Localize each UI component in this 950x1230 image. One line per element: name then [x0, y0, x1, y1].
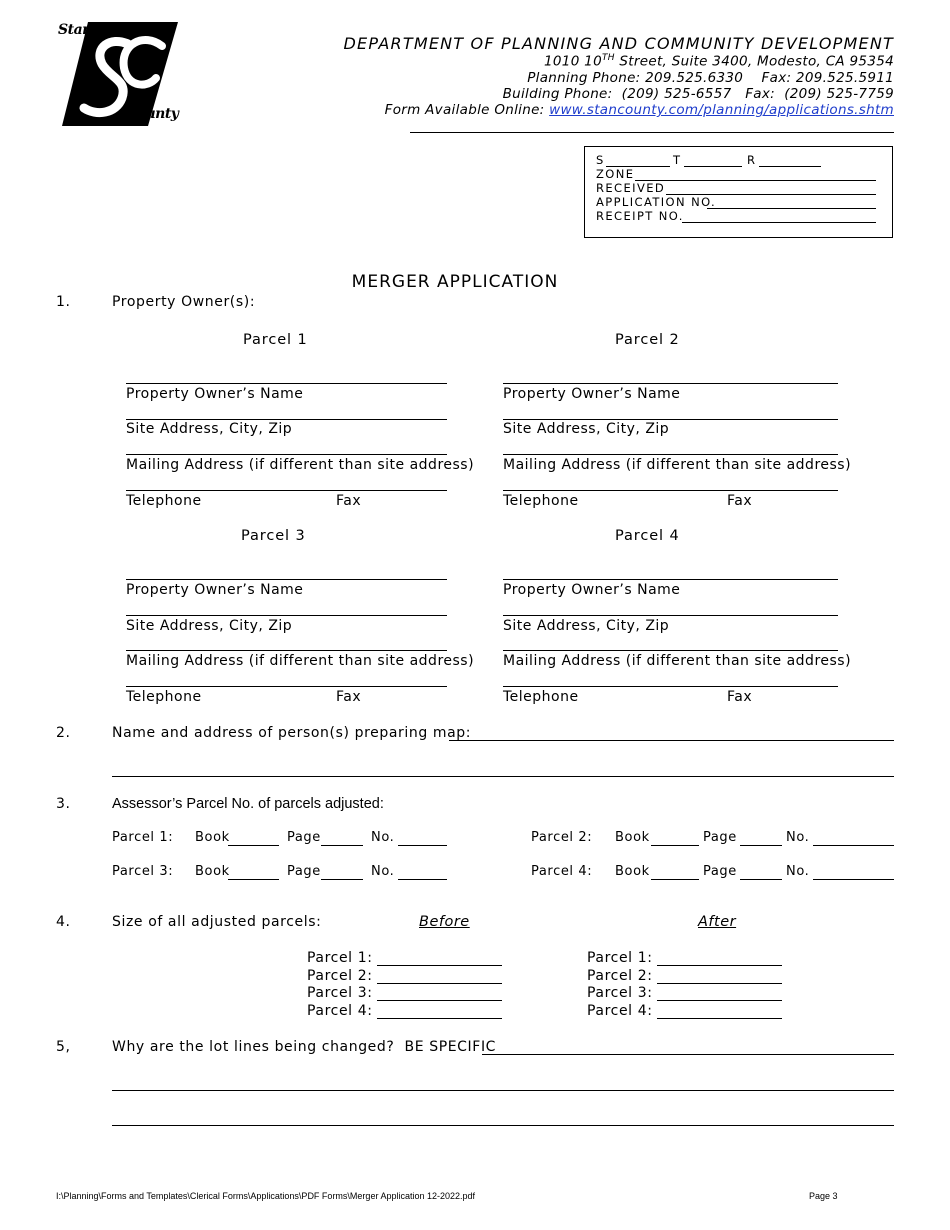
size-after-label: Parcel 4: — [587, 1003, 653, 1019]
apn-book-field[interactable] — [228, 879, 279, 880]
before-heading: Before — [419, 914, 470, 930]
office-received-label: RECEIVED — [596, 181, 666, 195]
section1-number: 1. — [56, 294, 71, 310]
online-link[interactable]: www.stancounty.com/planning/applications.shtm — [549, 102, 894, 118]
size-before-column — [307, 950, 507, 1022]
site-address-label: Site Address, City, Zip — [126, 421, 293, 437]
apn-no-field[interactable] — [398, 845, 447, 846]
size-before-field[interactable] — [377, 965, 502, 966]
fax-label: Fax — [727, 493, 753, 509]
size-after-column — [587, 950, 787, 1022]
size-after-label: Parcel 1: — [587, 950, 653, 966]
mailing-address-field[interactable] — [503, 650, 838, 651]
apn-no-label: No. — [371, 864, 395, 879]
mailing-address-field[interactable] — [503, 454, 838, 455]
site-address-field[interactable] — [126, 419, 447, 420]
reason-field-1[interactable] — [482, 1054, 894, 1055]
office-t-label: T — [673, 153, 682, 167]
telephone-label: Telephone — [503, 493, 579, 509]
apn-page-field[interactable] — [740, 879, 782, 880]
site-address-field[interactable] — [503, 419, 838, 420]
section4-number: 4. — [56, 914, 71, 930]
office-r-field[interactable] — [759, 166, 821, 167]
section1-label: Property Owner(s): — [112, 294, 256, 310]
department-address — [544, 53, 894, 70]
reason-field-2[interactable] — [112, 1090, 894, 1091]
owner-name-field[interactable] — [503, 579, 838, 580]
parcel-title: Parcel 2 — [615, 332, 680, 348]
site-address-label: Site Address, City, Zip — [503, 618, 670, 634]
owner-block-parcel-2 — [503, 330, 852, 515]
apn-book-label: Book — [615, 864, 650, 879]
apn-book-field[interactable] — [228, 845, 279, 846]
apn-book-field[interactable] — [651, 879, 699, 880]
online-label: Form Available Online: — [384, 102, 550, 118]
mailing-address-label: Mailing Address (if different than site address) — [126, 457, 475, 473]
county-logo — [58, 22, 182, 128]
apn-row-parcel-4 — [531, 864, 895, 884]
apn-no-field[interactable] — [398, 879, 447, 880]
apn-book-label: Book — [195, 864, 230, 879]
apn-page-label: Page — [703, 830, 737, 845]
apn-page-field[interactable] — [740, 845, 782, 846]
apn-no-field[interactable] — [813, 879, 894, 880]
apn-page-label: Page — [287, 864, 321, 879]
address-sup: TH — [601, 53, 615, 63]
size-after-field[interactable] — [657, 1000, 782, 1001]
site-address-field[interactable] — [126, 615, 447, 616]
apn-page-label: Page — [703, 864, 737, 879]
apn-no-label: No. — [786, 830, 810, 845]
size-before-label: Parcel 4: — [307, 1003, 373, 1019]
mailing-address-field[interactable] — [126, 454, 447, 455]
logo-text-bottom: County — [126, 106, 179, 122]
parcel-title: Parcel 1 — [243, 332, 308, 348]
apn-parcel-label: Parcel 1: — [112, 830, 174, 845]
mailing-address-label: Mailing Address (if different than site address) — [126, 653, 475, 669]
telephone-fax-field[interactable] — [503, 490, 838, 491]
header-rule — [410, 132, 894, 133]
section2-label: Name and address of person(s) preparing map: — [112, 725, 472, 741]
size-before-field[interactable] — [377, 1018, 502, 1019]
owner-name-label: Property Owner’s Name — [126, 386, 304, 402]
owner-name-label: Property Owner’s Name — [503, 582, 681, 598]
after-heading: After — [698, 914, 737, 930]
parcel-title: Parcel 4 — [615, 528, 680, 544]
owner-block-parcel-1 — [126, 330, 475, 515]
telephone-fax-field[interactable] — [503, 686, 838, 687]
owner-name-field[interactable] — [503, 383, 838, 384]
section3-number: 3. — [56, 796, 71, 812]
section5-label: Why are the lot lines being changed? BE SPECIFIC — [112, 1039, 497, 1055]
telephone-label: Telephone — [126, 493, 202, 509]
owner-name-label: Property Owner’s Name — [126, 582, 304, 598]
telephone-label: Telephone — [503, 689, 579, 705]
owner-block-parcel-4 — [503, 526, 852, 711]
form-title: MERGER APPLICATION — [351, 272, 559, 292]
site-address-label: Site Address, City, Zip — [126, 618, 293, 634]
apn-page-field[interactable] — [321, 845, 363, 846]
apn-row-parcel-1 — [112, 830, 452, 850]
fax-label: Fax — [727, 689, 753, 705]
office-r-label: R — [747, 153, 757, 167]
apn-no-label: No. — [786, 864, 810, 879]
office-t-field[interactable] — [684, 166, 742, 167]
office-zone-label: ZONE — [596, 167, 635, 181]
map-preparer-field-1[interactable] — [449, 740, 894, 741]
section2-number: 2. — [56, 725, 71, 741]
apn-parcel-label: Parcel 2: — [531, 830, 593, 845]
apn-book-field[interactable] — [651, 845, 699, 846]
office-use-box — [584, 146, 893, 238]
size-after-field[interactable] — [657, 983, 782, 984]
size-before-label: Parcel 2: — [307, 968, 373, 984]
online-form — [385, 102, 894, 118]
logo-text-top: Stanislaus — [58, 22, 135, 38]
apn-parcel-label: Parcel 3: — [112, 864, 174, 879]
size-after-field[interactable] — [657, 1018, 782, 1019]
apn-no-label: No. — [371, 830, 395, 845]
office-s-label: S — [596, 153, 605, 167]
size-after-label: Parcel 3: — [587, 985, 653, 1001]
building-phone: Building Phone: (209) 525-6557 Fax: (209) 525-7759 — [502, 86, 894, 102]
apn-book-label: Book — [615, 830, 650, 845]
owner-block-parcel-3 — [126, 526, 475, 711]
parcel-title: Parcel 3 — [241, 528, 306, 544]
site-address-label: Site Address, City, Zip — [503, 421, 670, 437]
department-name: DEPARTMENT OF PLANNING AND COMMUNITY DEVELOPMENT — [343, 34, 894, 53]
apn-book-label: Book — [195, 830, 230, 845]
apn-row-parcel-2 — [531, 830, 895, 850]
mailing-address-field[interactable] — [126, 650, 447, 651]
map-preparer-field-2[interactable] — [112, 776, 894, 777]
apn-page-label: Page — [287, 830, 321, 845]
mailing-address-label: Mailing Address (if different than site address) — [503, 457, 852, 473]
owner-name-field[interactable] — [126, 579, 447, 580]
fax-label: Fax — [336, 493, 362, 509]
site-address-field[interactable] — [503, 615, 838, 616]
office-receipt-label: RECEIPT NO. — [596, 209, 684, 223]
office-application-field[interactable] — [707, 208, 876, 209]
size-after-label: Parcel 2: — [587, 968, 653, 984]
owner-name-field[interactable] — [126, 383, 447, 384]
section3-label: Assessor’s Parcel No. of parcels adjusted: — [112, 796, 384, 812]
planning-phone: Planning Phone: 209.525.6330 Fax: 209.525.5911 — [527, 70, 894, 86]
size-before-field[interactable] — [377, 1000, 502, 1001]
office-receipt-field[interactable] — [682, 222, 876, 223]
size-before-field[interactable] — [377, 983, 502, 984]
office-application-label: APPLICATION NO. — [596, 195, 717, 209]
telephone-label: Telephone — [126, 689, 202, 705]
footer-page-number: Page 3 — [809, 1191, 838, 1201]
section5-number: 5, — [56, 1039, 71, 1055]
apn-row-parcel-3 — [112, 864, 452, 884]
telephone-fax-field[interactable] — [126, 490, 447, 491]
apn-no-field[interactable] — [813, 845, 894, 846]
fax-label: Fax — [336, 689, 362, 705]
section4-label: Size of all adjusted parcels: — [112, 914, 322, 930]
owner-name-label: Property Owner’s Name — [503, 386, 681, 402]
size-before-label: Parcel 1: — [307, 950, 373, 966]
address-number: 1010 10 — [544, 53, 602, 70]
mailing-address-label: Mailing Address (if different than site address) — [503, 653, 852, 669]
size-before-label: Parcel 3: — [307, 985, 373, 1001]
office-zone-field[interactable] — [635, 180, 876, 181]
apn-page-field[interactable] — [321, 879, 363, 880]
telephone-fax-field[interactable] — [126, 686, 447, 687]
footer-file-path: I:\Planning\Forms and Templates\Clerical Forms\Applications\PDF Forms\Merger Application 12-2022.pdf — [56, 1191, 476, 1201]
reason-field-3[interactable] — [112, 1125, 894, 1126]
size-after-field[interactable] — [657, 965, 782, 966]
address-street: Street, Suite 3400, Modesto, CA 95354 — [614, 53, 894, 70]
apn-parcel-label: Parcel 4: — [531, 864, 593, 879]
